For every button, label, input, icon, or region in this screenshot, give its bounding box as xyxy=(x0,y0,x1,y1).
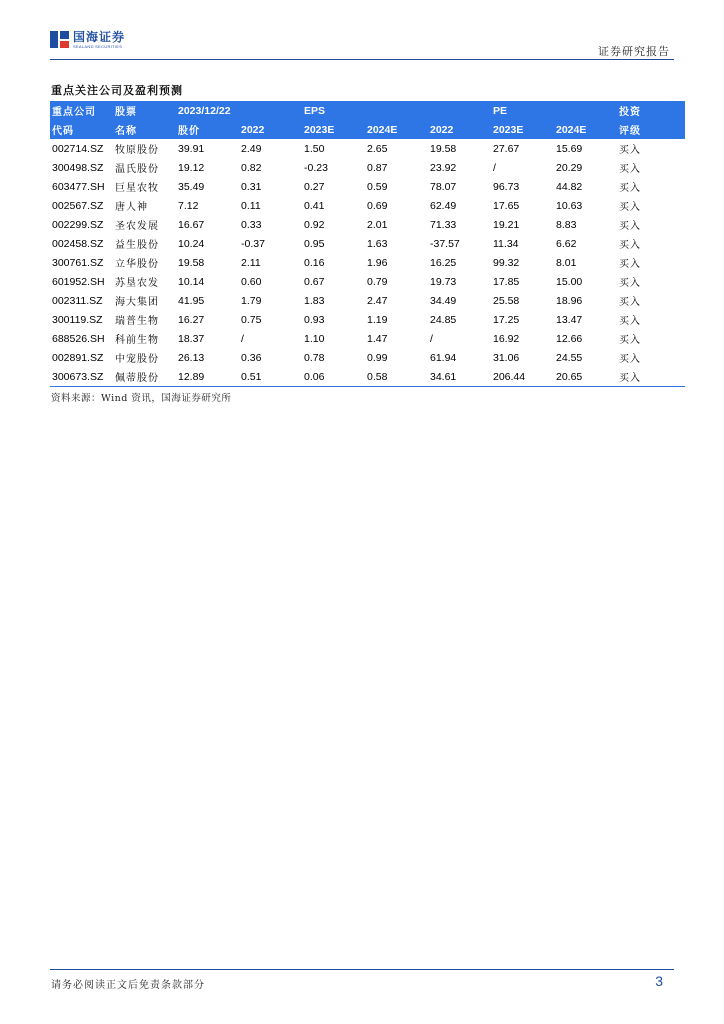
table-row xyxy=(50,215,685,234)
table-cell: 688526.SH xyxy=(52,332,105,345)
header-cell: 代码 xyxy=(50,120,113,139)
company-logo xyxy=(50,30,125,49)
header-cell xyxy=(554,101,617,120)
table-cell: 0.31 xyxy=(241,180,262,193)
table-cell: 1.47 xyxy=(367,332,388,345)
table-cell: 300673.SZ xyxy=(50,367,113,387)
table-cell: 瑞普生物 xyxy=(115,316,159,327)
table-cell: -0.23 xyxy=(304,161,328,174)
table-cell: 温氏股份 xyxy=(115,164,159,175)
table-row xyxy=(50,139,685,158)
table-row xyxy=(50,177,685,196)
table-row xyxy=(50,253,685,272)
header-cell: 2024E xyxy=(365,120,428,139)
table-cell: 买入 xyxy=(619,278,641,289)
header-cell: 重点公司 xyxy=(50,101,113,120)
table-cell: 61.94 xyxy=(430,351,457,364)
table-cell: 1.83 xyxy=(304,294,325,307)
table-header-row-2 xyxy=(50,120,685,139)
table-cell: 唐人神 xyxy=(115,202,148,213)
table-cell: 1.19 xyxy=(367,313,388,326)
table-cell: 41.95 xyxy=(178,294,205,307)
table-cell: 99.32 xyxy=(493,256,520,269)
table-cell: 买入 xyxy=(619,145,641,156)
logo-text: 国海证券 xyxy=(73,29,126,44)
table-cell: 10.14 xyxy=(178,275,205,288)
table-cell: 巨星农牧 xyxy=(115,183,159,194)
table-cell: 买入 xyxy=(619,354,641,365)
table-cell: 24.85 xyxy=(430,313,457,326)
table-row xyxy=(50,272,685,291)
logo-mark-icon xyxy=(50,30,69,49)
table-cell: 002714.SZ xyxy=(52,142,104,155)
header-cell: 评级 xyxy=(617,120,685,139)
table-cell: 34.49 xyxy=(430,294,457,307)
table-cell: 买入 xyxy=(619,335,641,346)
table-cell: 15.00 xyxy=(556,275,583,288)
table-cell: 19.58 xyxy=(178,256,205,269)
table-cell: 买入 xyxy=(619,183,641,194)
table-cell: 603477.SH xyxy=(52,180,105,193)
table-cell: 0.93 xyxy=(304,313,325,326)
table-cell: 206.44 xyxy=(491,367,554,387)
header-cell xyxy=(428,101,491,120)
header-cell: 2022 xyxy=(428,120,491,139)
header-cell: EPS xyxy=(302,101,365,120)
table-cell: 16.27 xyxy=(178,313,205,326)
table-cell: 2.11 xyxy=(241,256,261,269)
table-cell: 19.21 xyxy=(493,218,520,231)
table-cell: -37.57 xyxy=(430,237,460,250)
table-cell: 62.49 xyxy=(430,199,457,212)
table-row xyxy=(50,158,685,177)
table-cell: 佩蒂股份 xyxy=(113,367,176,387)
table-cell: 买入 xyxy=(619,316,641,327)
forecast-table xyxy=(50,101,685,387)
table-cell: 12.66 xyxy=(556,332,583,345)
table-cell: 25.58 xyxy=(493,294,520,307)
table-cell: 300119.SZ xyxy=(52,313,103,326)
table-cell: 002891.SZ xyxy=(52,351,104,364)
table-header-row-1 xyxy=(50,101,685,120)
table-cell: 1.63 xyxy=(367,237,388,250)
table-cell: -0.37 xyxy=(241,237,265,250)
table-cell: 买入 xyxy=(619,164,641,175)
table-cell: 2.65 xyxy=(367,142,388,155)
table-cell: 买入 xyxy=(619,240,641,251)
table-cell: 19.73 xyxy=(430,275,457,288)
table-cell: 31.06 xyxy=(493,351,520,364)
table-cell: 海大集团 xyxy=(115,297,159,308)
table-cell: 19.12 xyxy=(178,161,205,174)
table-cell: 苏垦农发 xyxy=(115,278,159,289)
table-cell: 0.82 xyxy=(241,161,262,174)
table-row xyxy=(50,310,685,329)
table-cell: 0.87 xyxy=(367,161,388,174)
table-cell: 17.65 xyxy=(493,199,520,212)
table-cell: 0.78 xyxy=(304,351,325,364)
table-cell: 2.49 xyxy=(241,142,262,155)
table-cell: 0.60 xyxy=(241,275,262,288)
table-cell: 27.67 xyxy=(493,142,520,155)
table-cell: 12.89 xyxy=(176,367,239,387)
table-cell: 0.33 xyxy=(241,218,262,231)
data-source-note: 资料来源：Wind 资讯，国海证券研究所 xyxy=(51,393,232,404)
table-row xyxy=(50,348,685,367)
header-cell: PE xyxy=(491,101,554,120)
table-cell: 1.79 xyxy=(241,294,262,307)
table-row xyxy=(50,329,685,348)
header-cell: 2023/12/22 xyxy=(176,101,239,120)
footer-divider xyxy=(50,969,674,970)
page-header xyxy=(0,0,724,64)
table-cell: 10.63 xyxy=(556,199,583,212)
table-row xyxy=(50,196,685,215)
table-cell: 18.37 xyxy=(178,332,205,345)
table-cell: 18.96 xyxy=(556,294,583,307)
table-cell: 0.79 xyxy=(367,275,388,288)
table-cell: 10.24 xyxy=(178,237,205,250)
table-cell: 中宠股份 xyxy=(115,354,159,365)
table-cell: 20.29 xyxy=(556,161,583,174)
table-cell: / xyxy=(430,332,433,345)
table-cell: 13.47 xyxy=(556,313,583,326)
header-cell: 2022 xyxy=(239,120,302,139)
logo-en-text: SEALAND SECURITIES xyxy=(73,43,123,49)
table-cell: 15.69 xyxy=(556,142,583,155)
table-row xyxy=(50,234,685,253)
table-cell: 35.49 xyxy=(178,180,205,193)
table-row xyxy=(50,367,685,387)
table-cell: 44.82 xyxy=(556,180,583,193)
table-cell: 300498.SZ xyxy=(52,161,104,174)
table-cell: 0.69 xyxy=(367,199,388,212)
table-cell: 78.07 xyxy=(430,180,457,193)
table-cell: 0.99 xyxy=(367,351,388,364)
table-cell: 16.92 xyxy=(493,332,520,345)
table-cell: 7.12 xyxy=(178,199,199,212)
table-cell: 买入 xyxy=(619,259,641,270)
table-cell: 16.67 xyxy=(178,218,205,231)
table-cell: 立华股份 xyxy=(115,259,159,270)
header-cell: 2023E xyxy=(491,120,554,139)
table-cell: 0.67 xyxy=(304,275,325,288)
table-cell: 买入 xyxy=(619,297,641,308)
table-row xyxy=(50,291,685,310)
table-cell: 0.11 xyxy=(241,199,261,212)
header-cell: 股价 xyxy=(176,120,239,139)
table-cell: 0.59 xyxy=(367,180,388,193)
header-cell xyxy=(365,101,428,120)
table-cell: 24.55 xyxy=(556,351,583,364)
table-cell: 16.25 xyxy=(430,256,457,269)
table-cell: 300761.SZ xyxy=(52,256,104,269)
header-cell: 2024E xyxy=(554,120,617,139)
header-cell: 2023E xyxy=(302,120,365,139)
table-cell: 8.83 xyxy=(556,218,577,231)
table-cell: 0.36 xyxy=(241,351,262,364)
table-cell: 0.51 xyxy=(239,367,302,387)
section-title: 重点关注公司及盈利预测 xyxy=(51,84,183,97)
table-cell: 002311.SZ xyxy=(52,294,103,307)
table-cell: 6.62 xyxy=(556,237,577,250)
header-cell: 股票 xyxy=(113,101,176,120)
table-cell: 0.27 xyxy=(304,180,325,193)
table-cell: 0.58 xyxy=(365,367,428,387)
report-type: 证券研究报告 xyxy=(598,45,670,58)
table-cell: 39.91 xyxy=(178,142,205,155)
table-cell: 002567.SZ xyxy=(52,199,104,212)
table-cell: 0.95 xyxy=(304,237,325,250)
table-cell: 1.50 xyxy=(304,142,325,155)
table-cell: 1.96 xyxy=(367,256,388,269)
table-cell: 11.34 xyxy=(493,237,519,250)
disclaimer-note: 请务必阅读正文后免责条款部分 xyxy=(51,980,205,991)
header-divider xyxy=(50,59,674,60)
page-number: 3 xyxy=(655,973,663,989)
table-cell: 买入 xyxy=(619,202,641,213)
header-cell: 名称 xyxy=(113,120,176,139)
table-cell: 23.92 xyxy=(430,161,457,174)
table-cell: 0.75 xyxy=(241,313,262,326)
table-cell: 601952.SH xyxy=(52,275,105,288)
table-cell: 科前生物 xyxy=(115,335,159,346)
table-cell: 圣农发展 xyxy=(115,221,159,232)
table-cell: 19.58 xyxy=(430,142,457,155)
table-cell: 买入 xyxy=(617,367,685,387)
table-cell: 2.01 xyxy=(367,218,388,231)
table-cell: 2.47 xyxy=(367,294,388,307)
table-cell: 26.13 xyxy=(178,351,205,364)
header-cell xyxy=(239,101,302,120)
table-cell: 20.65 xyxy=(554,367,617,387)
table-cell: 71.33 xyxy=(430,218,457,231)
table-cell: / xyxy=(241,332,244,345)
table-cell: 牧原股份 xyxy=(115,145,159,156)
table-cell: 0.41 xyxy=(304,199,325,212)
table-cell: / xyxy=(493,161,496,174)
table-cell: 17.25 xyxy=(493,313,520,326)
table-cell: 17.85 xyxy=(493,275,520,288)
table-cell: 0.06 xyxy=(302,367,365,387)
table-cell: 买入 xyxy=(619,221,641,232)
table-cell: 8.01 xyxy=(556,256,577,269)
table-cell: 1.10 xyxy=(304,332,325,345)
table-cell: 益生股份 xyxy=(115,240,159,251)
table-cell: 002299.SZ xyxy=(52,218,104,231)
table-cell: 002458.SZ xyxy=(52,237,104,250)
table-cell: 0.92 xyxy=(304,218,325,231)
header-cell: 投资 xyxy=(617,101,685,120)
table-cell: 34.61 xyxy=(428,367,491,387)
table-cell: 0.16 xyxy=(304,256,325,269)
table-cell: 96.73 xyxy=(493,180,520,193)
